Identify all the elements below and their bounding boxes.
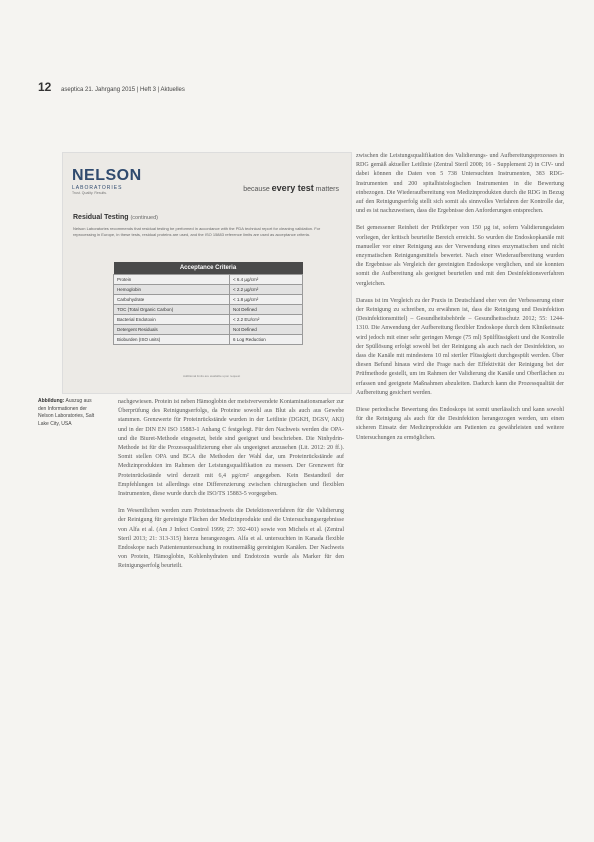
table-row bbox=[114, 304, 303, 314]
body-column-right bbox=[356, 152, 564, 451]
row-value: < 1.8 µg/cm² bbox=[229, 294, 302, 304]
logo-tag: Trust. Quality. Results. bbox=[72, 191, 108, 195]
section-title-text: Residual Testing bbox=[73, 214, 129, 221]
row-label: Detergent Residuals bbox=[114, 324, 230, 334]
table-row bbox=[114, 284, 303, 294]
section-title bbox=[73, 214, 158, 221]
row-label: Bioburden (ISO units) bbox=[114, 334, 230, 344]
running-title: aseptica 21. Jahrgang 2015 | Heft 3 | Aktuelles bbox=[61, 87, 185, 93]
table-row bbox=[114, 324, 303, 334]
body-column-middle bbox=[118, 398, 344, 580]
running-header bbox=[38, 80, 185, 94]
table-row bbox=[114, 334, 303, 344]
paragraph: Diese periodische Bewertung des Endoskops ist somit unerlässlich und kann sowohl für die Reinigung als auch für die Desinfektion herangezogen werden, um einen sicheren Einsatz der Medizinprodukte am Patienten zu gewährleisten und weitere Untersuchungen zu ermöglichen. bbox=[356, 407, 564, 441]
paragraph: Bei gemessener Reinheit der Prüfkörper von 150 µg ist, sofern Validierungsdaten vorliegen, der kritisch beurteilte Bereich erreicht. So wurden die Endoskopkanäle mit manueller vor einer Reinigung aus der Verwendung eines enzymatischen und nicht enzymatischen Reinigungsmittels bewertet. Nach einer Wiederaufbereitung wurden die Ergebnisse als Vergleich der gereinigten Endoskope verglichen, und sie konnten somit die Aufbereitung als geeignet beurteilen und mit den Desinfektionsverfahren vergleichen. bbox=[356, 225, 564, 287]
paragraph: Daraus ist im Vergleich zu der Praxis in Deutschland eher von der Verbesserung einer der Reinigung zu schreiben, zu erwähnen ist, dass die Reinigung und Desinfektion (Desinfektionsmittel) – Gesundheitsbehörde – Gesundheitsschutz 2012; 55: 1244-1310. Die Anwendung der Aufbereitung flexibler Endoskope durch dem Klinikeinsatz wird jedoch mit einer sehr geringen Menge (75 ml) Spülflüssigkeit und die Kontrolle der Spüllösung erfolgt sowohl bei der Reinigung als auch nach der Desinfektion, so dass die Kanäle mit mindestens 10 ml steriler Flüssigkeit durchgespült werden. Über diesen Befund hinaus wird die Frage nach der Effektivität der Reinigung bei der Prüfmethode gestellt, um im Rahmen der Validierung die Kanäle und Oberflächen zu erfassen und geeignete Maßnahmen abzuleiten. Dadurch kann die Prozessqualität der Aufbereitung gesichert werden. bbox=[356, 297, 564, 396]
row-label: Carbohydrate bbox=[114, 294, 230, 304]
motto-prefix: because bbox=[243, 186, 270, 193]
acceptance-criteria-table bbox=[113, 262, 303, 345]
paragraph: zwischen die Leistungsqualifikation des Validierungs- und Aufbereitungsprozesses in RDG gemäß aktueller Leitlinie (Zentral Steril 2008; 16 - Supplement 2) in CIV- und dabei können die Daten von 5 738 Untersuchten Instrumenten, 383 RDG-Instrumenten und 200 spitalhistologischen Instrumenten in die Bewertung einbezogen. Die Wiederaufbereitung von Medizinprodukten durch die RDG in Bezug auf den Reinigungserfolg stellt sich somit als sinnvolles Verfahren der Kontrolle dar, und es ist nachzuweisen, dass die Ergebnisse den Anforderungen entsprechen. bbox=[356, 153, 564, 215]
logo-sub: LABORATORIES bbox=[72, 185, 123, 191]
row-value: Not Defined bbox=[229, 304, 302, 314]
row-value: 6 Log Reduction bbox=[229, 334, 302, 344]
table-header: Acceptance Criteria bbox=[114, 262, 303, 274]
page-number: 12 bbox=[38, 80, 52, 94]
logo-name: NELSON bbox=[72, 167, 142, 184]
figure-nelson-acceptance-criteria bbox=[62, 152, 352, 394]
section-title-sub: (continued) bbox=[130, 215, 158, 221]
row-label: Bacterial Endotoxin bbox=[114, 314, 230, 324]
table-row bbox=[114, 274, 303, 284]
row-label: TOC (Total Organic Carbon) bbox=[114, 304, 230, 314]
row-value: Not Defined bbox=[229, 324, 302, 334]
caption-label: Abbildung: bbox=[38, 398, 65, 404]
paragraph: nachgewiesen. Protein ist neben Hämoglobin der meistverwendete Kontaminationsmarker zur Überprüfung des Reinigungserfolgs, da Proteine sowohl aus Blut als auch aus Gewebe stammen. Grenzwerte für Proteinrückstände wurden in der Leitlinie (DGKH, DGSV, AKI) und in der DIN EN ISO 15883-1 Anhang C festgelegt. Für den Nachweis werden die OPA- und die Biuret-Methode eingesetzt, beide sind geeignet und beschrieben. Die Ninhydrin-Methode ist für die Prozessqualifizierung eher als ungeeignet anzusehen (Lit. 2012: 20 ff.). Somit stellen OPA und BCA die Methoden der Wahl dar, um Proteinrückstände auf Medizinprodukten im Rahmen der Leistungsqualifikation zu messen. Der Grenzwert für Proteinrückstände wird derzeit mit 6,4 µg/cm² angegeben. Kein Bestandteil der Empfehlungen ist allerdings eine Differenzierung zwischen chirurgischen und flexiblen Instrumenten, diese wurde durch die ISO/TS 15883-5 vorgegeben. bbox=[118, 399, 344, 498]
row-label: Hemoglobin bbox=[114, 284, 230, 294]
row-label: Protein bbox=[114, 274, 230, 284]
row-value: < 6.4 µg/cm² bbox=[229, 274, 302, 284]
paragraph: Im Wesentlichen werden zum Proteinnachweis die Detektionsverfahren für die Validierung der Reinigung für gereinigte Flächen der Medizinprodukte und die Untersuchungsergebnisse von Alfa et al. (Am J Infect Control 1999; 27: 392-401) sowie von Michels et al. (Zentral Steril 2013; 21: 313-315) hierzu herangezogen. Alfa et al. untersuchten in Kanada flexible Endoskope nach Patientenuntersuchung in routinemäßig gereinigten Kanälen. Der Nachweis von Protein, Hämoglobin, Kohlenhydraten und Endotoxin wurde als Marker für den Reinigungserfolg beurteilt. bbox=[118, 508, 344, 570]
row-value: < 2.2 EU/cm² bbox=[229, 314, 302, 324]
table-row bbox=[114, 294, 303, 304]
figure-footnote: Additional limits are available upon request bbox=[183, 374, 241, 378]
figure-caption bbox=[38, 398, 96, 428]
motto-suffix: matters bbox=[315, 186, 339, 193]
row-value: < 2.2 µg/cm² bbox=[229, 284, 302, 294]
section-description: Nelson Laboratories recommends that residual testing be performed in accordance with the PDA technical report for cleaning validation. For reprocessing in Europe, in these tests, residual proteins are used, and the ISO 15883 reference limits are used as acceptance criteria. bbox=[73, 226, 321, 237]
nelson-logo bbox=[72, 167, 142, 195]
motto bbox=[243, 183, 339, 193]
motto-bold: every test bbox=[271, 183, 314, 193]
caption-text: Auszug aus den Informationen der Nelson Laboratories, Salt Lake City, USA bbox=[38, 398, 95, 427]
table-row bbox=[114, 314, 303, 324]
